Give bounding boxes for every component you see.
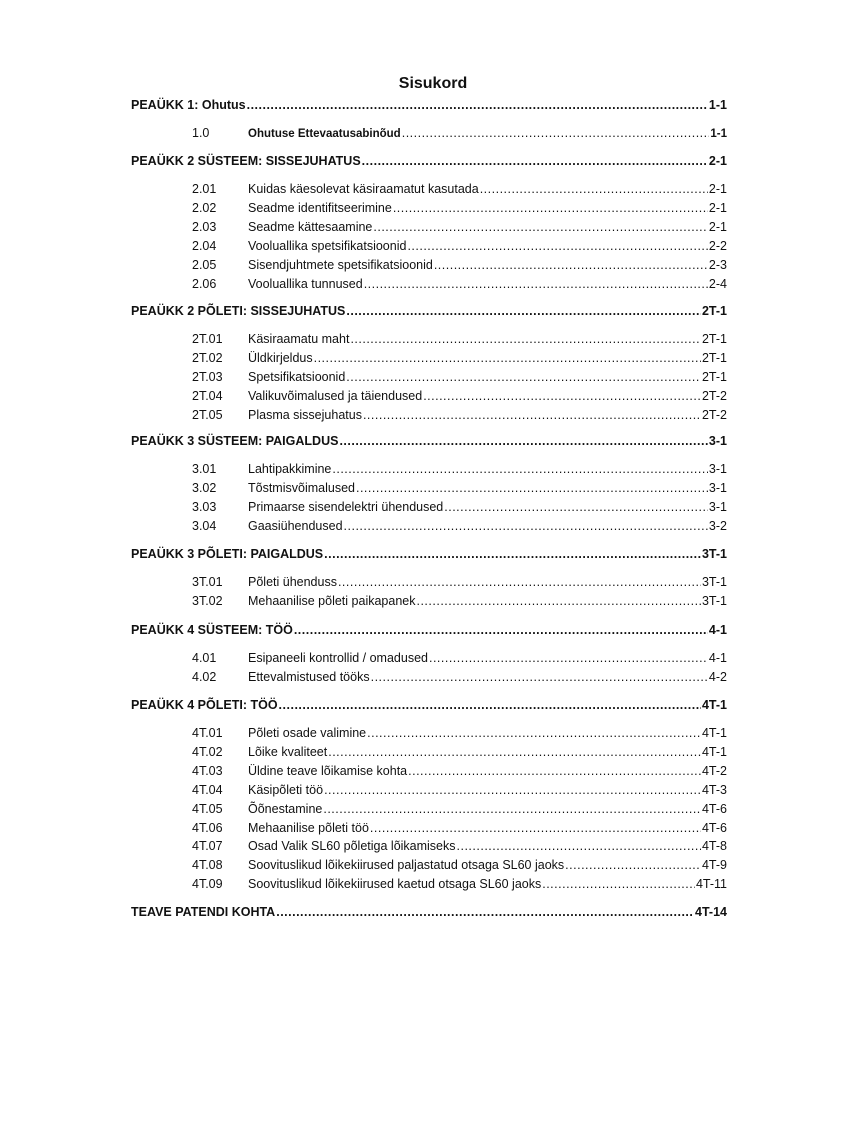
dot-leader — [339, 433, 707, 449]
toc-chapter-label: PEAÜKK 4 PÕLETI: TÖÖ — [131, 698, 278, 712]
toc-page-number: 4T-11 — [695, 877, 727, 891]
toc-entry-number: 2T.04 — [192, 389, 223, 403]
toc-entry-label: Mehaanilise põleti paikapanek — [248, 594, 416, 608]
dot-leader — [402, 125, 710, 141]
toc-entry[interactable] — [192, 801, 727, 817]
toc-entry[interactable] — [192, 276, 727, 292]
dot-leader — [363, 407, 701, 423]
toc-entry-label: Vooluallika tunnused — [248, 277, 363, 291]
toc-entry[interactable] — [192, 219, 727, 235]
toc-entry-label: Tõstmisvõimalused — [248, 481, 355, 495]
dot-leader — [328, 744, 701, 760]
dot-leader — [565, 857, 701, 873]
toc-entry-label: Osad Valik SL60 põletiga lõikamiseks — [248, 839, 456, 853]
toc-page-number: 2-1 — [708, 154, 727, 168]
toc-page-number: 1-1 — [710, 128, 727, 140]
dot-leader — [279, 697, 701, 713]
toc-entry-number: 2T.01 — [192, 332, 223, 346]
toc-page-number: 4-1 — [708, 623, 727, 637]
toc-entry-label: Vooluallika spetsifikatsioonid — [248, 239, 407, 253]
dot-leader — [416, 593, 701, 609]
toc-entry-number: 2.06 — [192, 277, 217, 291]
toc-page-number: 2T-1 — [701, 304, 727, 318]
toc-entry-number: 4.01 — [192, 651, 217, 665]
toc-entry[interactable] — [192, 574, 727, 590]
toc-entry[interactable] — [192, 593, 727, 609]
toc-page-number: 4T-8 — [701, 839, 727, 853]
toc-chapter-label: PEAÜKK 3 PÕLETI: PAIGALDUS — [131, 547, 324, 561]
toc-page-number: 4T-1 — [701, 726, 727, 740]
toc-entry[interactable] — [192, 725, 727, 741]
dot-leader — [346, 303, 701, 319]
toc-chapter[interactable] — [131, 433, 727, 449]
toc-entry[interactable] — [192, 838, 727, 854]
toc-entry[interactable] — [192, 480, 727, 496]
toc-entry[interactable] — [192, 782, 727, 798]
dot-leader — [294, 622, 708, 638]
dot-leader — [364, 276, 708, 292]
toc-page-number: 4T-1 — [701, 698, 727, 712]
toc-entry[interactable] — [192, 499, 727, 515]
dot-leader — [542, 876, 695, 892]
toc-entry-number: 3.02 — [192, 481, 217, 495]
toc-chapter[interactable] — [131, 303, 727, 319]
toc-chapter[interactable] — [131, 153, 727, 169]
toc-entry-number: 3T.01 — [192, 575, 223, 589]
toc-entry[interactable] — [192, 388, 727, 404]
toc-entry-number: 2.04 — [192, 239, 217, 253]
toc-chapter-label: PEAÜKK 3 SÜSTEEM: PAIGALDUS — [131, 434, 339, 448]
toc-chapter[interactable] — [131, 622, 727, 638]
dot-leader — [444, 499, 708, 515]
toc-entry[interactable] — [192, 238, 727, 254]
toc-entry-label: Primaarse sisendelektri ühendused — [248, 500, 444, 514]
toc-chapter-label: PEAÜKK 2 PÕLETI: SISSEJUHATUS — [131, 304, 346, 318]
toc-entry-number: 4T.07 — [192, 839, 223, 853]
toc-entry-number: 4T.06 — [192, 821, 223, 835]
dot-leader — [323, 801, 701, 817]
toc-page-number: 3T-1 — [701, 594, 727, 608]
toc-entry-number: 2T.03 — [192, 370, 223, 384]
toc-entry-number: 2.05 — [192, 258, 217, 272]
toc-entry-number: 1.0 — [192, 126, 210, 140]
dot-leader — [434, 257, 708, 273]
toc-entry-label: Mehaanilise põleti töö — [248, 821, 369, 835]
dot-leader — [350, 331, 701, 347]
toc-entry-label: Spetsifikatsioonid — [248, 370, 346, 384]
toc-entry-number: 3.03 — [192, 500, 217, 514]
toc-entry[interactable] — [192, 200, 727, 216]
toc-entry-label: Õõnestamine — [248, 802, 323, 816]
dot-leader — [324, 782, 701, 798]
toc-entry[interactable] — [192, 518, 727, 534]
toc-page-number: 2T-1 — [701, 332, 727, 346]
dot-leader — [429, 650, 708, 666]
toc-entry-number: 2.03 — [192, 220, 217, 234]
toc-entry-number: 4.02 — [192, 670, 217, 684]
dot-leader — [346, 369, 701, 385]
toc-entry[interactable] — [192, 257, 727, 273]
toc-entry[interactable] — [192, 763, 727, 779]
dot-leader — [344, 518, 708, 534]
toc-entry-label: Ettevalmistused tööks — [248, 670, 370, 684]
dot-leader — [356, 480, 708, 496]
toc-entry-label: Valikuvõimalused ja täiendused — [248, 389, 423, 403]
toc-chapter[interactable] — [131, 904, 727, 920]
toc-page-number: 2-1 — [708, 201, 727, 215]
toc-page-number: 2-1 — [708, 220, 727, 234]
toc-entry-label: Seadme kättesaamine — [248, 220, 373, 234]
toc-page-number: 4T-2 — [701, 764, 727, 778]
toc-page-number: 1-1 — [708, 98, 727, 112]
toc-page-number: 4T-9 — [701, 858, 727, 872]
toc-page-number: 2-1 — [708, 182, 727, 196]
toc-entry-number: 4T.01 — [192, 726, 223, 740]
dot-leader — [407, 238, 707, 254]
toc-page-number: 3T-1 — [701, 547, 727, 561]
toc-page-number: 3-1 — [708, 500, 727, 514]
toc-page-number: 3-1 — [708, 434, 727, 448]
toc-entry-label: Seadme identifitseerimine — [248, 201, 392, 215]
toc-entry[interactable] — [192, 181, 727, 197]
toc-entry-label: Gaasiühendused — [248, 519, 343, 533]
toc-page-number: 4T-14 — [695, 905, 727, 919]
toc-page-number: 2T-1 — [701, 370, 727, 384]
dot-leader — [423, 388, 701, 404]
toc-entry[interactable] — [192, 350, 727, 366]
toc-page-number: 2-2 — [708, 239, 727, 253]
toc-entry-label: Soovituslikud lõikekiirused kaetud otsaga SL60 jaoks — [248, 877, 542, 891]
toc-entry-label: Põleti ühenduss — [248, 575, 337, 589]
toc-page-number: 4-1 — [708, 651, 727, 665]
toc-page-number: 2T-2 — [701, 389, 727, 403]
toc-entry-label: Esipaneeli kontrollid / omadused — [248, 651, 428, 665]
toc-entry[interactable] — [192, 876, 727, 892]
toc-entry-number: 4T.09 — [192, 877, 223, 891]
toc-entry[interactable] — [192, 857, 727, 873]
dot-leader — [367, 725, 701, 741]
toc-page-number: 3-2 — [708, 519, 727, 533]
toc-entry[interactable] — [192, 820, 727, 836]
toc-chapter[interactable] — [131, 546, 727, 562]
toc-entry[interactable] — [192, 369, 727, 385]
toc-entry-number: 4T.02 — [192, 745, 223, 759]
dot-leader — [324, 546, 701, 562]
dot-leader — [370, 820, 701, 836]
toc-entry-label: Üldine teave lõikamise kohta — [248, 764, 408, 778]
toc-entry-label: Käsipõleti töö — [248, 783, 324, 797]
toc-entry[interactable] — [192, 331, 727, 347]
dot-leader — [457, 838, 701, 854]
dot-leader — [362, 153, 708, 169]
toc-entry[interactable] — [192, 669, 727, 685]
toc-entry-label: Ohutuse Ettevaatusabinõud — [248, 128, 401, 140]
toc-entry-number: 2T.02 — [192, 351, 223, 365]
toc-entry-number: 4T.03 — [192, 764, 223, 778]
toc-page-number: 2T-1 — [701, 351, 727, 365]
toc-page-number: 3-1 — [708, 462, 727, 476]
page-title: Sisukord — [398, 75, 468, 92]
toc-entry-number: 2.01 — [192, 182, 217, 196]
toc-entry-label: Põleti osade valimine — [248, 726, 367, 740]
toc-entry-label: Lahtipakkimine — [248, 462, 332, 476]
toc-entry-number: 3T.02 — [192, 594, 223, 608]
toc-entry-label: Lõike kvaliteet — [248, 745, 328, 759]
toc-entry-label: Üldkirjeldus — [248, 351, 313, 365]
toc-chapter[interactable] — [131, 697, 727, 713]
toc-entry[interactable] — [192, 461, 727, 477]
toc-chapter-label: PEAÜKK 2 SÜSTEEM: SISSEJUHATUS — [131, 154, 361, 168]
toc-page-number: 2-3 — [708, 258, 727, 272]
toc-chapter-label: PEAÜKK 4 SÜSTEEM: TÖÖ — [131, 623, 293, 637]
toc-page-number: 4T-6 — [701, 821, 727, 835]
dot-leader — [393, 200, 708, 216]
toc-entry-number: 4T.08 — [192, 858, 223, 872]
toc-entry-label: Soovituslikud lõikekiirused paljastatud otsaga SL60 jaoks — [248, 858, 565, 872]
toc-entry[interactable] — [192, 744, 727, 760]
toc-page-number: 2T-2 — [701, 408, 727, 422]
dot-leader — [332, 461, 708, 477]
toc-entry-number: 4T.05 — [192, 802, 223, 816]
dot-leader — [314, 350, 701, 366]
dot-leader — [408, 763, 701, 779]
toc-page-number: 3T-1 — [701, 575, 727, 589]
toc-entry-label: Käsiraamatu maht — [248, 332, 350, 346]
dot-leader — [373, 219, 708, 235]
toc-entry-number: 3.04 — [192, 519, 217, 533]
toc-entry-number: 4T.04 — [192, 783, 223, 797]
toc-entry-label: Plasma sissejuhatus — [248, 408, 362, 422]
toc-entry-label: Kuidas käesolevat käsiraamatut kasutada — [248, 182, 479, 196]
toc-chapter[interactable] — [131, 97, 727, 113]
toc-entry[interactable] — [192, 407, 727, 423]
dot-leader — [247, 97, 708, 113]
toc-entry-number: 2.02 — [192, 201, 217, 215]
toc-chapter-label: TEAVE PATENDI KOHTA — [131, 905, 276, 919]
toc-entry[interactable] — [192, 650, 727, 666]
toc-entry[interactable] — [192, 125, 727, 141]
toc-page-number: 2-4 — [708, 277, 727, 291]
toc-page-number: 4T-3 — [701, 783, 727, 797]
dot-leader — [338, 574, 701, 590]
toc-page-number: 4T-1 — [701, 745, 727, 759]
toc-entry-number: 3.01 — [192, 462, 217, 476]
toc-page-number: 4T-6 — [701, 802, 727, 816]
dot-leader — [371, 669, 708, 685]
toc-entry-label: Sisendjuhtmete spetsifikatsioonid — [248, 258, 433, 272]
toc-entry-number: 2T.05 — [192, 408, 223, 422]
toc-chapter-label: PEAÜKK 1: Ohutus — [131, 98, 246, 112]
dot-leader — [276, 904, 694, 920]
dot-leader — [480, 181, 708, 197]
toc-page-number: 4-2 — [708, 670, 727, 684]
toc-page-number: 3-1 — [708, 481, 727, 495]
